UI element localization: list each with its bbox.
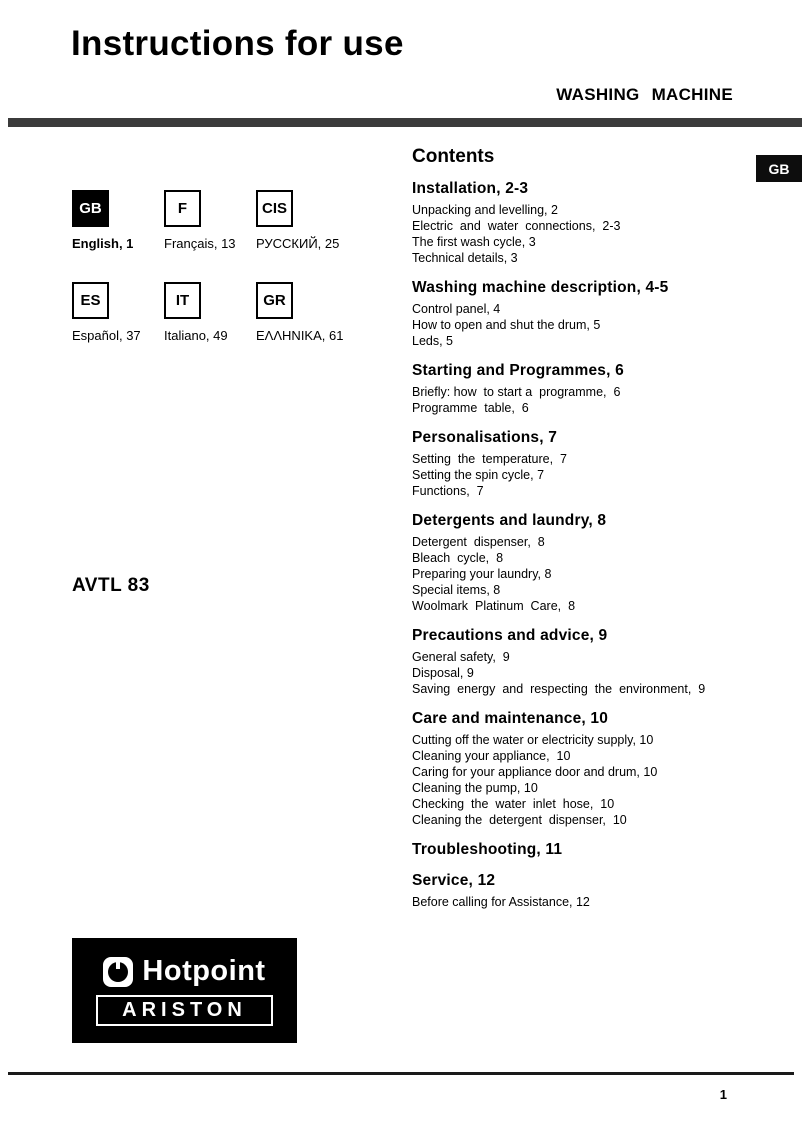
section-item: Woolmark Platinum Care, 8	[412, 599, 576, 613]
language-label: Español, 37	[72, 328, 141, 343]
section-item: Saving energy and respecting the environment, 9	[412, 682, 706, 696]
section-item: Bleach cycle, 8	[412, 551, 504, 565]
logo-top-row	[103, 955, 265, 988]
language-code-box-gr: GR	[256, 282, 293, 319]
language-corner-tab: GB	[756, 155, 802, 182]
language-code-box-cis: CIS	[256, 190, 293, 227]
section-item: Functions, 7	[412, 484, 484, 498]
contents-column	[412, 146, 744, 910]
top-rule	[8, 118, 802, 127]
model-number: AVTL 83	[72, 575, 150, 596]
section-title: Installation, 2-3	[412, 180, 529, 197]
contents-section	[412, 841, 744, 859]
section-item: Disposal, 9	[412, 666, 474, 680]
section-item: Cleaning the detergent dispenser, 10	[412, 813, 627, 827]
section-title: Troubleshooting, 11	[412, 841, 563, 858]
page-title: Instructions for use	[71, 24, 404, 63]
section-title: Personalisations, 7	[412, 429, 558, 446]
hotpoint-power-icon	[103, 957, 133, 987]
contents-section	[412, 627, 744, 697]
language-label: РУССКИЙ, 25	[256, 236, 340, 251]
section-item: Electric and water connections, 2-3	[412, 219, 621, 233]
page-number: 1	[719, 1087, 727, 1102]
language-option-cis	[256, 190, 386, 251]
contents-heading: Contents	[412, 146, 495, 167]
language-code-box-es: ES	[72, 282, 109, 319]
language-label: Français, 13	[164, 236, 236, 251]
language-code-box-it: IT	[164, 282, 201, 319]
section-item: Before calling for Assistance, 12	[412, 895, 590, 909]
section-item: Special items, 8	[412, 583, 501, 597]
contents-section	[412, 279, 744, 349]
section-title: Service, 12	[412, 872, 496, 889]
section-item: Cleaning the pump, 10	[412, 781, 538, 795]
language-option-es	[72, 282, 164, 343]
section-item: Preparing your laundry, 8	[412, 567, 552, 581]
language-option-it	[164, 282, 256, 343]
contents-section	[412, 180, 744, 266]
language-grid	[72, 190, 386, 343]
section-item: The first wash cycle, 3	[412, 235, 536, 249]
section-item: Checking the water inlet hose, 10	[412, 797, 615, 811]
contents-section	[412, 429, 744, 499]
language-label: Italiano, 49	[164, 328, 228, 343]
contents-sections	[412, 180, 744, 910]
language-option-f	[164, 190, 256, 251]
hotpoint-ariston-logo	[72, 938, 297, 1043]
section-title: Care and maintenance, 10	[412, 710, 609, 727]
language-label: ΕΛΛΗΝΙΚΑ, 61	[256, 328, 344, 343]
language-code-box-f: F	[164, 190, 201, 227]
contents-section	[412, 710, 744, 828]
section-title: Starting and Programmes, 6	[412, 362, 624, 379]
contents-section	[412, 512, 744, 614]
section-item: Technical details, 3	[412, 251, 518, 265]
contents-section	[412, 872, 744, 910]
section-item: Caring for your appliance door and drum, 10	[412, 765, 658, 779]
section-item: Cleaning your appliance, 10	[412, 749, 571, 763]
section-item: Detergent dispenser, 8	[412, 535, 545, 549]
section-item: Briefly: how to start a programme, 6	[412, 385, 621, 399]
sub-brand-name: ARISTON	[96, 995, 273, 1026]
language-option-gr	[256, 282, 386, 343]
section-item: Control panel, 4	[412, 302, 501, 316]
brand-name: Hotpoint	[142, 955, 266, 987]
section-item: Cutting off the water or electricity supply, 10	[412, 733, 654, 747]
section-item: General safety, 9	[412, 650, 510, 664]
language-label: English, 1	[72, 236, 134, 251]
section-item: Unpacking and levelling, 2	[412, 203, 558, 217]
section-item: Leds, 5	[412, 334, 454, 348]
language-option-gb	[72, 190, 164, 251]
contents-section	[412, 362, 744, 416]
section-title: Precautions and advice, 9	[412, 627, 608, 644]
language-code-box-gb: GB	[72, 190, 109, 227]
section-item: Setting the temperature, 7	[412, 452, 567, 466]
section-item: Setting the spin cycle, 7	[412, 468, 545, 482]
section-item: Programme table, 6	[412, 401, 529, 415]
section-title: Detergents and laundry, 8	[412, 512, 607, 529]
section-title: Washing machine description, 4-5	[412, 279, 669, 296]
section-item: How to open and shut the drum, 5	[412, 318, 601, 332]
power-notch	[116, 959, 120, 969]
document-subtitle: WASHING MACHINE	[556, 85, 733, 104]
bottom-rule	[8, 1072, 794, 1075]
